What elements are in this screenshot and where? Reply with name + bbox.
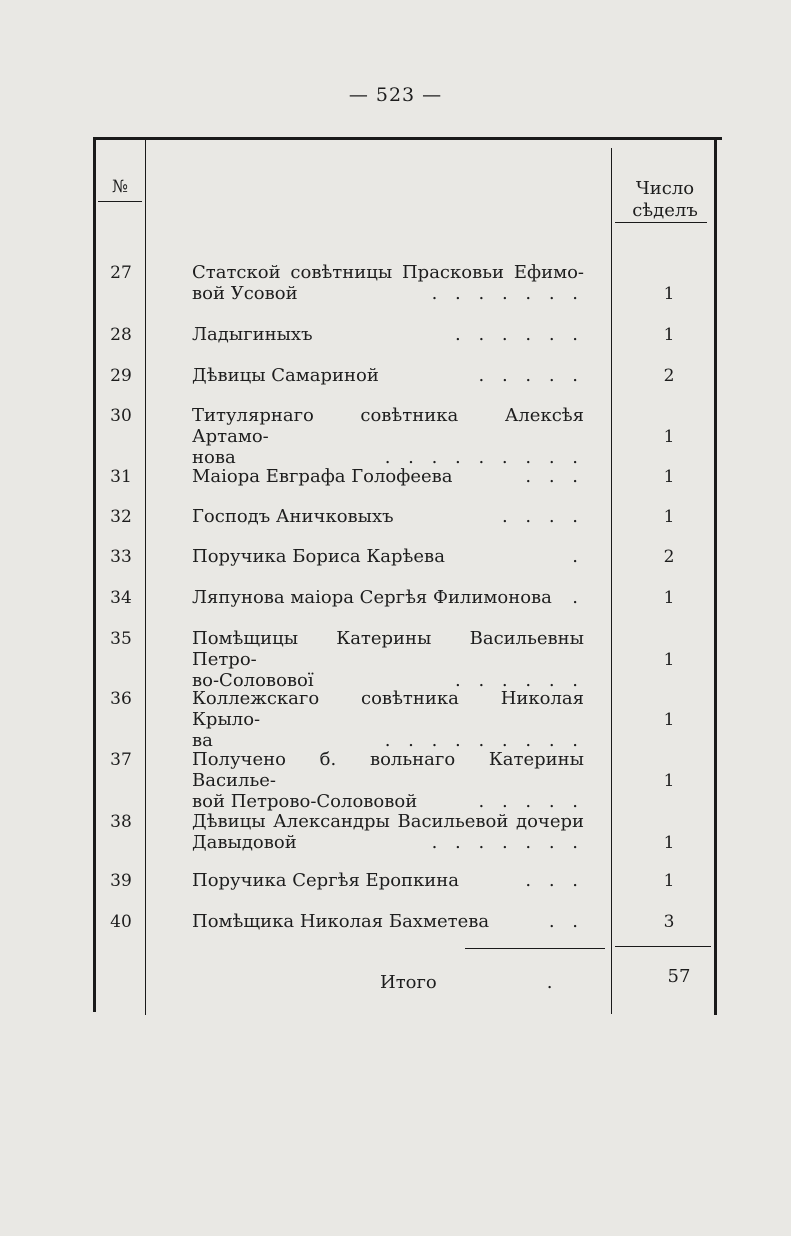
- row-count: 1: [663, 833, 675, 853]
- row-description-text: Господъ Аничковыхъ: [192, 506, 394, 527]
- table-top-rule: [96, 137, 722, 140]
- row-description-text: Давыдовой: [192, 832, 297, 853]
- row-description-line1: Статской совѣтницы Прасковьи Ефимо-: [192, 262, 584, 283]
- row-description: [192, 546, 584, 567]
- row-number: 40: [110, 912, 132, 932]
- row-description-line2: [192, 791, 584, 812]
- leader-dots: . . . . . . . . .: [384, 730, 584, 751]
- row-number: 31: [110, 467, 132, 487]
- row-description-line1: [192, 587, 584, 608]
- row-number: 32: [110, 507, 132, 527]
- number-header-rule: [98, 201, 142, 202]
- row-number: 36: [110, 689, 132, 709]
- row-number: 30: [110, 406, 132, 426]
- row-description: [192, 749, 584, 812]
- row-description: [192, 587, 584, 608]
- row-description-line2: [192, 283, 584, 304]
- row-count: 1: [663, 325, 675, 345]
- leader-dots: . . . . .: [478, 791, 584, 812]
- leader-dots: . . . . . . .: [431, 832, 584, 853]
- row-description: [192, 506, 584, 527]
- leader-dots: .: [572, 546, 584, 567]
- row-number: 39: [110, 871, 132, 891]
- leader-dots: .: [572, 587, 584, 608]
- row-count: 1: [663, 507, 675, 527]
- row-count: 1: [663, 427, 675, 447]
- leader-dots: . . . . .: [478, 365, 584, 386]
- row-description: [192, 365, 584, 386]
- count-header-rule: [615, 222, 707, 223]
- leader-dots: . .: [548, 911, 584, 932]
- row-description-line1: [192, 546, 584, 567]
- row-description-line1: Получено б. вольнаго Катерины Василье-: [192, 749, 584, 791]
- row-description-text: Ляпунова маіора Сергѣя Филимонова: [192, 587, 552, 608]
- row-count: 1: [663, 588, 675, 608]
- row-number: 35: [110, 629, 132, 649]
- row-number: 29: [110, 366, 132, 386]
- row-description-line1: [192, 324, 584, 345]
- total-label: [380, 972, 580, 993]
- row-description: [192, 324, 584, 345]
- row-description-line1: [192, 911, 584, 932]
- row-number: 34: [110, 588, 132, 608]
- row-number: 33: [110, 547, 132, 567]
- row-description: [192, 405, 584, 468]
- row-count: 1: [663, 871, 675, 891]
- leader-dots: . . .: [525, 870, 584, 891]
- row-count: 1: [663, 284, 675, 304]
- row-count: 2: [663, 366, 675, 386]
- leader-dots: . . . . . . .: [431, 283, 584, 304]
- row-description: [192, 911, 584, 932]
- row-description: [192, 688, 584, 751]
- leader-dots: . . . . . .: [455, 670, 584, 691]
- row-count: 1: [663, 771, 675, 791]
- row-description: [192, 870, 584, 891]
- row-description-text: нова: [192, 447, 236, 468]
- count-header-line2: сѣделъ: [632, 200, 698, 221]
- leader-dots: . . . .: [501, 506, 584, 527]
- leader-dots: . . .: [525, 466, 584, 487]
- column-divider-number: [145, 140, 146, 1015]
- row-number: 37: [110, 750, 132, 770]
- column-divider-count: [611, 148, 612, 1014]
- row-description-line1: [192, 870, 584, 891]
- row-description-text: Помѣщика Николая Бахметева: [192, 911, 490, 932]
- total-label-text: Итого: [380, 972, 437, 993]
- row-description-text: Маіора Евграфа Голофеева: [192, 466, 453, 487]
- row-description-text: Дѣвицы Самариной: [192, 365, 379, 386]
- row-count: 3: [663, 912, 675, 932]
- row-description-text: Поручика Сергѣя Еропкина: [192, 870, 460, 891]
- row-description-line1: Коллежскаго совѣтника Николая Крыло-: [192, 688, 584, 730]
- row-description-text: Ладыгиныхъ: [192, 324, 313, 345]
- count-header-line1: Число: [635, 178, 695, 199]
- row-description: [192, 811, 584, 853]
- row-description-line1: [192, 365, 584, 386]
- row-number: 28: [110, 325, 132, 345]
- row-description-line1: Дѣвицы Александры Васильевой дочери: [192, 811, 584, 832]
- row-description-line2: [192, 730, 584, 751]
- number-column-header: №: [111, 177, 129, 197]
- row-number: 38: [110, 812, 132, 832]
- row-description: [192, 628, 584, 691]
- row-description-text: ва: [192, 730, 213, 751]
- total-rule-left: [465, 948, 605, 949]
- row-description-line1: [192, 506, 584, 527]
- row-description-text: вой Петрово-Солововой: [192, 791, 418, 812]
- row-description-line1: Титулярнаго совѣтника Алексѣя Артамо-: [192, 405, 584, 447]
- count-column-header: [615, 178, 715, 222]
- total-rule-right: [615, 946, 711, 947]
- row-count: 1: [663, 467, 675, 487]
- page-number: — 523 —: [348, 84, 443, 106]
- row-description-text: вой Усовой: [192, 283, 298, 304]
- row-description-line1: Помѣщицы Катерины Васильевны Петро-: [192, 628, 584, 670]
- table-left-border: [93, 137, 96, 1012]
- row-description: [192, 466, 584, 487]
- total-value: 57: [667, 966, 691, 987]
- row-number: 27: [110, 263, 132, 283]
- row-description-text: во-Соловової: [192, 670, 314, 691]
- row-description-line2: [192, 832, 584, 853]
- leader-dots: . . . . . .: [455, 324, 584, 345]
- row-count: 2: [663, 547, 675, 567]
- row-description-line2: [192, 447, 584, 468]
- row-count: 1: [663, 710, 675, 730]
- total-leader-dots: .: [546, 972, 557, 993]
- row-description-text: Поручика Бориса Карѣева: [192, 546, 445, 567]
- row-description-line1: [192, 466, 584, 487]
- leader-dots: . . . . . . . . .: [384, 447, 584, 468]
- row-count: 1: [663, 650, 675, 670]
- row-description: [192, 262, 584, 304]
